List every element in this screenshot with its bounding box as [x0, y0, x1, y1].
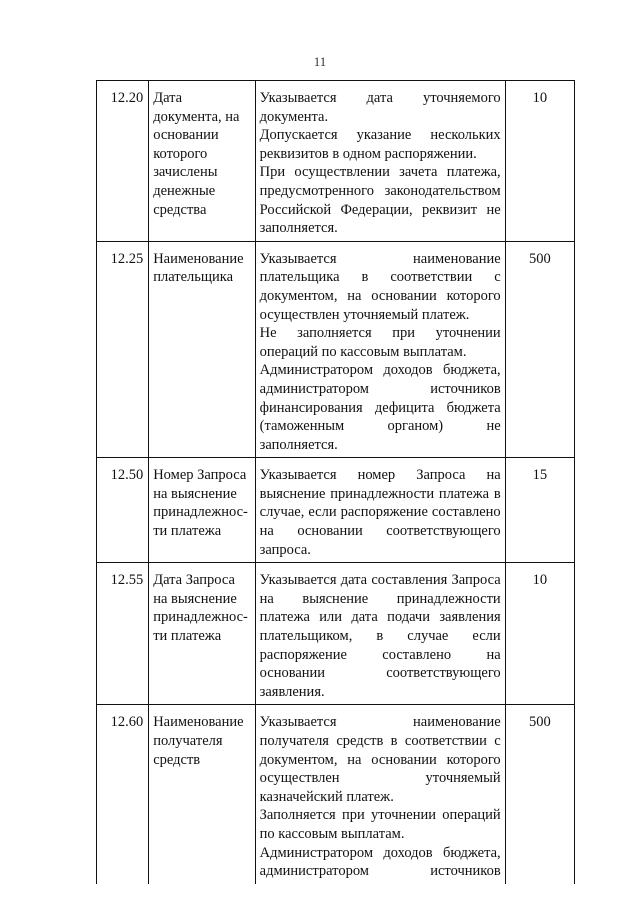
requisite-length: 500 [505, 241, 574, 458]
requisite-code: 12.25 [97, 241, 149, 458]
requisite-code: 12.50 [97, 458, 149, 563]
description-paragraph: Допускается указание нескольких реквизитов в одном распоряжении. [259, 127, 501, 162]
description-paragraph: Указывается наименование получателя средств в соответствии с документом, на основании которого осуществлен уточняемый казначейский платеж. [259, 714, 501, 805]
requisite-code: 12.55 [97, 563, 149, 705]
requisite-name-line: Наименование [153, 250, 244, 267]
requisite-name-line: денежные [153, 182, 216, 199]
requisite-description [255, 81, 505, 242]
description-paragraph: Администратором доходов бюджета, администратором источников финансирования дефицита бюджета (таможенным органом) не заполняется. [259, 362, 501, 453]
requisite-name-line: документа, на [153, 108, 240, 125]
requisite-name [149, 563, 255, 705]
description-paragraph: Указывается дата составления Запроса на выяснение принадлежности платежа или дата подачи заявления плательщиком, в случае если распоряжение составлено на основании соответствующего заявления. [259, 572, 501, 700]
description-paragraph: Не заполняется при уточнении операций по кассовым выплатам. [259, 325, 501, 360]
table-row [97, 81, 575, 242]
description-paragraph: Указывается наименование плательщика в соответствии с документом, на основании которого осуществлен уточняемый платеж. [259, 250, 501, 323]
requisite-name [149, 458, 255, 563]
table-row [97, 458, 575, 563]
requisite-name-line: которого [153, 145, 208, 162]
requisite-description [255, 705, 505, 884]
requisite-name-line: средств [153, 751, 201, 768]
requisite-name-line: ти платежа [153, 628, 222, 645]
requisite-length: 15 [505, 458, 574, 563]
requisite-name-line: плательщика [153, 269, 234, 286]
requisite-code: 12.20 [97, 81, 149, 242]
requisite-name-line: Дата Запроса [153, 572, 235, 589]
requisite-description [255, 563, 505, 705]
requisite-name-line: Дата [153, 90, 183, 106]
requisite-code: 12.60 [97, 705, 149, 884]
requisite-name-line: ти платежа [153, 523, 222, 540]
requisite-length: 10 [505, 81, 574, 242]
requisite-name-line: зачислены [153, 164, 218, 181]
table-row [97, 563, 575, 705]
requisite-name-line: основании [153, 127, 219, 144]
description-paragraph: Указывается номер Запроса на выяснение принадлежности платежа в случае, если распоряжение составлено на основании соответствующего запроса. [259, 467, 501, 558]
requisite-length: 500 [505, 705, 574, 884]
requisite-name-line: средства [153, 201, 207, 218]
requisite-length: 10 [505, 563, 574, 705]
requisite-name [149, 81, 255, 242]
page-number: 11 [313, 54, 327, 69]
table-row [97, 241, 575, 458]
requisite-name-line: принадлежнос- [153, 504, 248, 521]
requisites-table-body [97, 81, 575, 884]
requisite-name [149, 241, 255, 458]
description-paragraph: Указывается дата уточняемого документа. [259, 90, 501, 125]
requisites-table [96, 80, 575, 884]
requisite-name-line: на выяснение [153, 590, 237, 607]
description-paragraph: Администратором доходов бюджета, администратором источников [259, 844, 501, 880]
description-paragraph: Заполняется при уточнении операций по кассовым выплатам. [259, 807, 501, 842]
requisite-name-line: Наименование [153, 714, 244, 731]
requisite-name-line: получателя [153, 733, 223, 749]
description-paragraph: При осуществлении зачета платежа, предусмотренного законодательством Российской Федерации, реквизит не заполняется. [259, 164, 501, 237]
requisite-description [255, 458, 505, 563]
requisite-name-line: Номер Запроса [153, 467, 247, 484]
requisite-name-line: на выяснение [153, 485, 237, 502]
requisite-name-line: принадлежнос- [153, 609, 248, 626]
requisite-name [149, 705, 255, 884]
requisite-description [255, 241, 505, 458]
table-row [97, 705, 575, 884]
